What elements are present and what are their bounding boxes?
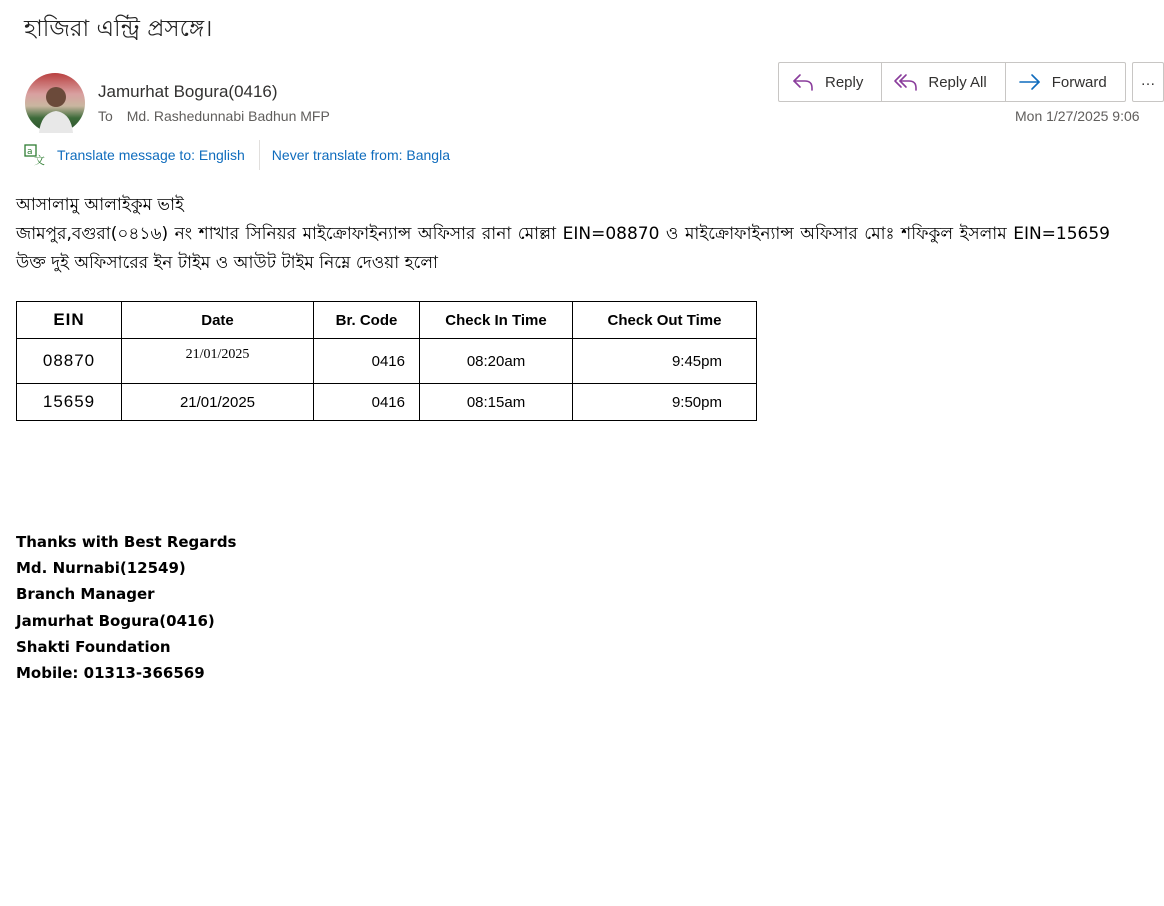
signature-branch: Jamurhat Bogura(0416) bbox=[16, 611, 215, 630]
translate-divider bbox=[259, 140, 260, 170]
greeting-text: আসালামু আলাইকুম ভাই bbox=[16, 195, 184, 215]
cell-check-out: 9:45pm bbox=[573, 339, 757, 384]
recipient-name[interactable]: Md. Rashedunnabi Badhun MFP bbox=[126, 108, 330, 124]
cell-br-code: 0416 bbox=[314, 339, 420, 384]
cell-check-in: 08:20am bbox=[420, 339, 573, 384]
reply-all-button[interactable] bbox=[882, 63, 1005, 101]
signature-closing: Thanks with Best Regards bbox=[16, 533, 237, 551]
cell-check-out: 9:50pm bbox=[573, 384, 757, 421]
reply-button[interactable] bbox=[779, 63, 882, 101]
header-br-code: Br. Code bbox=[314, 302, 420, 339]
cell-date: 21/01/2025 bbox=[122, 339, 314, 384]
reply-all-label: Reply All bbox=[928, 73, 987, 91]
cell-ein: 08870 bbox=[17, 339, 122, 384]
translate-bar bbox=[24, 140, 450, 170]
signature-mobile: Mobile: 01313-366569 bbox=[16, 664, 205, 683]
cell-ein: 15659 bbox=[17, 384, 122, 421]
table-row bbox=[17, 339, 757, 384]
recipient-line bbox=[98, 108, 330, 124]
never-translate-link[interactable]: Never translate from: Bangla bbox=[271, 147, 450, 163]
signature-title: Branch Manager bbox=[16, 585, 155, 604]
cell-date: 21/01/2025 bbox=[122, 384, 314, 421]
svg-text:文: 文 bbox=[34, 154, 45, 167]
cell-br-code: 0416 bbox=[314, 384, 420, 421]
table-row bbox=[17, 384, 757, 421]
reply-icon bbox=[791, 71, 815, 93]
message-body bbox=[16, 191, 1110, 278]
header-ein: EIN bbox=[17, 302, 122, 339]
sender-name[interactable]: Jamurhat Bogura(0416) bbox=[98, 82, 278, 101]
body-paragraph: জামপুর,বগুরা(০৪১৬) নং শাখার সিনিয়র মাইক্রোফাইন্যান্স অফিসার রানা মোল্লা EIN=08870 ও মাইক্রোফাইন্যান্স অফিসার মোঃ শফিকুল ইসলাম EIN=15659 উক্ত দুই অফিসারের ইন টাইম ও আউট টাইম নিম্নে দেওয়া হলো bbox=[16, 224, 1110, 273]
translate-message-link[interactable]: Translate message to: English bbox=[57, 147, 245, 163]
table-header-row bbox=[17, 302, 757, 339]
forward-button[interactable] bbox=[1006, 63, 1125, 101]
email-signature bbox=[16, 529, 236, 686]
svg-text:a: a bbox=[27, 147, 33, 157]
reply-all-icon bbox=[894, 71, 918, 93]
more-actions-button[interactable]: … bbox=[1132, 62, 1164, 102]
message-actions-toolbar bbox=[778, 62, 1126, 102]
sent-timestamp: Mon 1/27/2025 9:06 bbox=[1015, 108, 1140, 124]
header-check-in: Check In Time bbox=[420, 302, 573, 339]
header-check-out: Check Out Time bbox=[573, 302, 757, 339]
reply-label: Reply bbox=[825, 73, 864, 91]
forward-icon bbox=[1018, 71, 1042, 93]
to-label: To bbox=[98, 108, 113, 124]
sender-avatar[interactable] bbox=[25, 73, 85, 133]
signature-organization: Shakti Foundation bbox=[16, 637, 171, 656]
avatar-photo bbox=[25, 73, 85, 133]
header-date: Date bbox=[122, 302, 314, 339]
signature-name: Md. Nurnabi(12549) bbox=[16, 559, 186, 578]
translate-icon bbox=[24, 144, 46, 166]
email-subject: হাজিরা এন্ট্রি প্রসঙ্গে। bbox=[24, 16, 213, 42]
cell-check-in: 08:15am bbox=[420, 384, 573, 421]
attendance-table bbox=[16, 301, 757, 421]
forward-label: Forward bbox=[1051, 73, 1107, 91]
